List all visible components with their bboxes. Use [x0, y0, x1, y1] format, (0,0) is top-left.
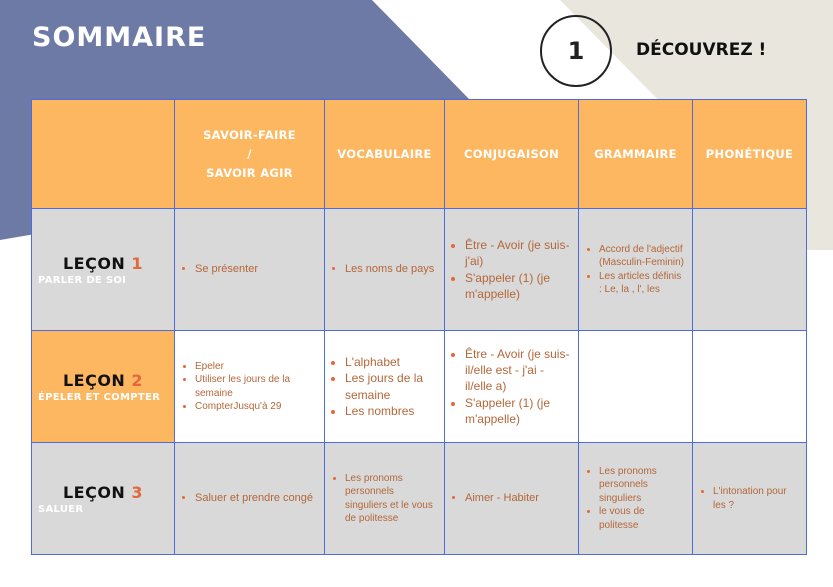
- list-item: • Saluer et prendre congé: [195, 491, 318, 506]
- lesson-word: LEÇON: [62, 482, 126, 502]
- table-row: [32, 209, 807, 331]
- column-header-savoir: [175, 100, 325, 209]
- list-item: • Aimer - Habiter: [465, 491, 572, 506]
- savoir-cell: [175, 209, 325, 331]
- lesson-subtitle: ÉPELER ET COMPTER: [38, 391, 161, 403]
- step-label: DÉCOUVREZ !: [636, 40, 767, 60]
- list-item: • CompterJusqu'à 29: [195, 400, 318, 414]
- vocabulaire-cell: [325, 209, 445, 331]
- list-item: • Les jours de la semaine: [345, 370, 438, 402]
- summary-table: [31, 99, 807, 555]
- list-item: • le vous de politesse: [599, 505, 686, 532]
- column-header-phonetique: PHONÉTIQUE: [693, 100, 807, 209]
- lesson-subtitle: PARLER DE SOI: [38, 274, 127, 286]
- list-item: • Epeler: [195, 360, 318, 374]
- grammaire-cell: [579, 209, 693, 331]
- table-header-row: [32, 100, 807, 209]
- phonetique-cell: [693, 443, 807, 555]
- vocabulaire-cell: [325, 443, 445, 555]
- list-item: • Les noms de pays: [345, 262, 438, 277]
- column-header-grammaire: GRAMMAIRE: [579, 100, 693, 209]
- list-item: • Les articles définis : Le, la , l', les: [599, 270, 686, 297]
- list-item: • Se présenter: [195, 262, 318, 277]
- lesson-title: [38, 371, 168, 390]
- lesson-number: 3: [131, 482, 144, 502]
- list-item: • Les pronoms personnels singuliers et le vous de politesse: [345, 472, 438, 526]
- list-item: • L'intonation pour les ?: [713, 485, 800, 512]
- step-circle: [540, 15, 612, 87]
- list-item: • L'alphabet: [345, 354, 438, 370]
- lesson-word: LEÇON: [62, 253, 126, 273]
- column-header: [32, 100, 175, 209]
- table-row: [32, 331, 807, 443]
- lesson-cell: [32, 331, 175, 443]
- lesson-subtitle: SALUER: [38, 503, 84, 515]
- list-item: • S'appeler (1) (je m'appelle): [465, 395, 572, 427]
- list-item: • Les nombres: [345, 403, 438, 419]
- column-header-conjugaison: CONJUGAISON: [445, 100, 579, 209]
- lesson-word: LEÇON: [62, 370, 126, 390]
- step-number: 1: [567, 37, 585, 65]
- conjugaison-cell: [445, 331, 579, 443]
- column-header-vocabulaire: VOCABULAIRE: [325, 100, 445, 209]
- grammaire-cell: [579, 331, 693, 443]
- conjugaison-cell: [445, 209, 579, 331]
- lesson-cell: [32, 209, 175, 331]
- grammaire-cell: [579, 443, 693, 555]
- phonetique-cell: [693, 209, 807, 331]
- column-header-text: SAVOIR-FAIRE / SAVOIR AGIR: [203, 127, 296, 180]
- vocabulaire-cell: [325, 331, 445, 443]
- lesson-title: [38, 483, 168, 502]
- table-row: [32, 443, 807, 555]
- phonetique-cell: [693, 331, 807, 443]
- list-item: • Être - Avoir (je suis-il/elle est - j'ai - il/elle a): [465, 346, 572, 395]
- lesson-cell: [32, 443, 175, 555]
- lesson-number: 2: [131, 370, 144, 390]
- savoir-cell: [175, 331, 325, 443]
- list-item: • Accord de l'adjectif (Masculin-Feminin): [599, 243, 686, 270]
- list-item: • Utiliser les jours de la semaine: [195, 373, 318, 400]
- list-item: • S'appeler (1) (je m'appelle): [465, 270, 572, 302]
- page-title: SOMMAIRE: [32, 22, 207, 53]
- savoir-cell: [175, 443, 325, 555]
- list-item: • Être - Avoir (je suis-j'ai): [465, 237, 572, 269]
- conjugaison-cell: [445, 443, 579, 555]
- lesson-number: 1: [131, 253, 144, 273]
- lesson-title: [38, 254, 168, 273]
- list-item: • Les pronoms personnels singuliers: [599, 465, 686, 506]
